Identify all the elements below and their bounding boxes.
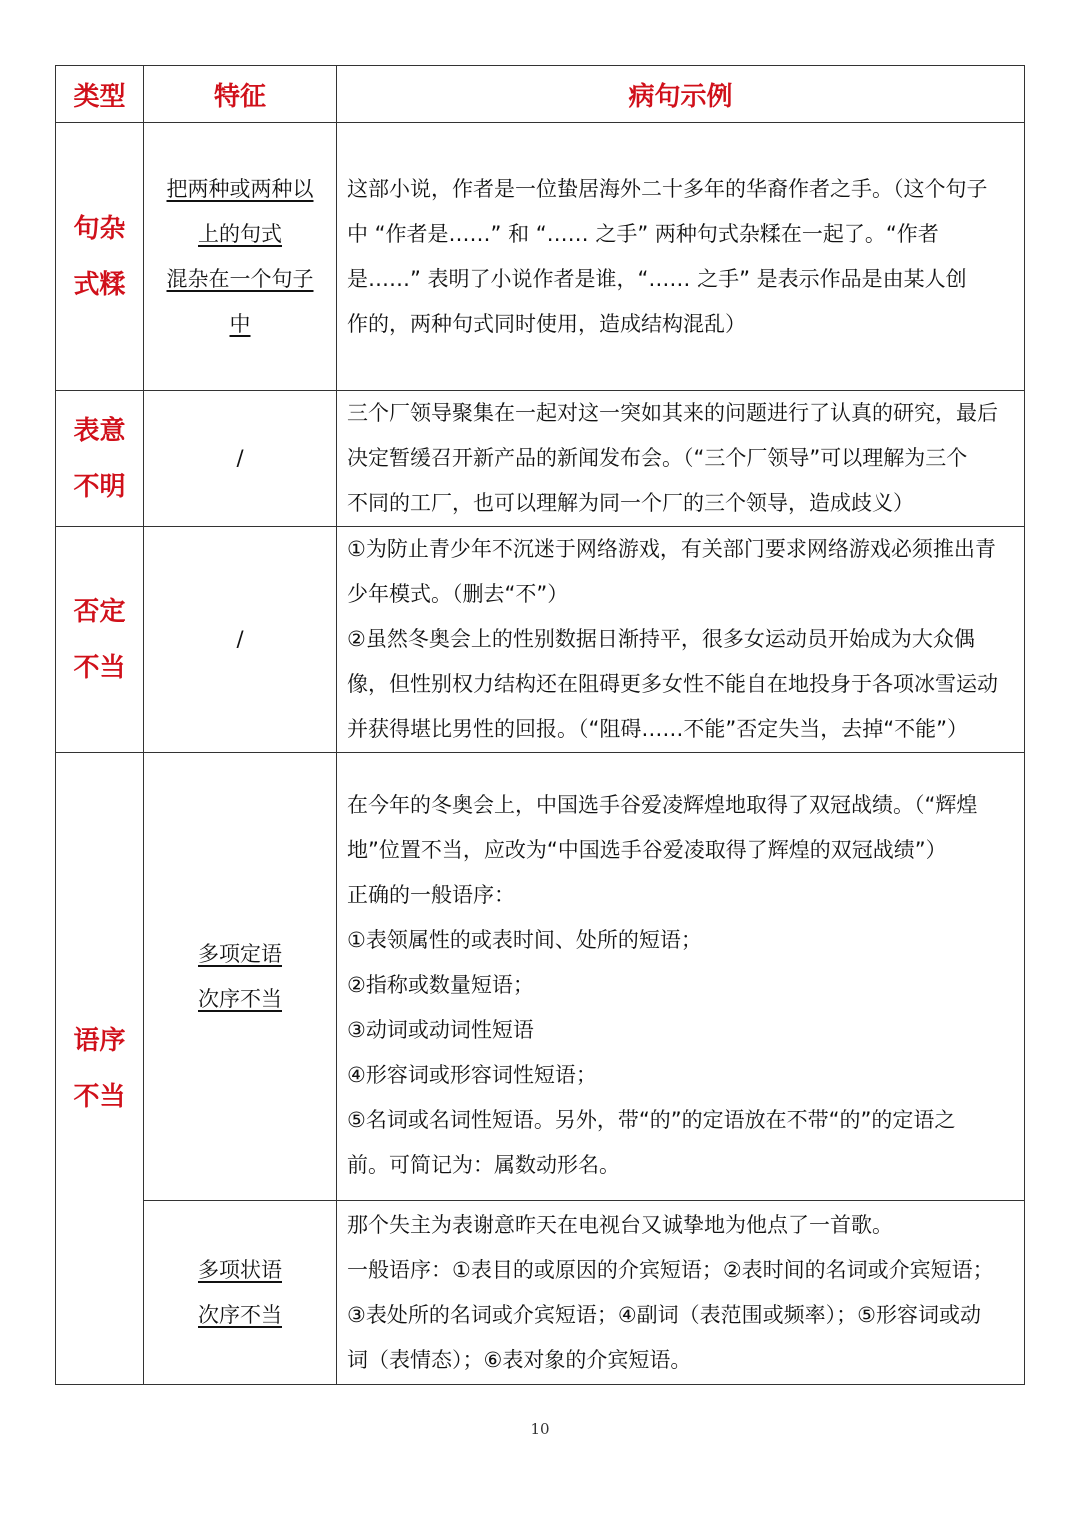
type-line: 否定 xyxy=(73,596,126,627)
feature-line: 次序不当 xyxy=(198,1302,282,1327)
type-line: 不明 xyxy=(73,471,126,502)
header-row xyxy=(56,66,1025,123)
feature-cell xyxy=(144,123,337,391)
table-row xyxy=(56,123,1025,391)
example-line: 那个失主为表谢意昨天在电视台又诚挚地为他点了一首歌。 xyxy=(347,1212,893,1237)
example-cell xyxy=(337,527,1025,753)
feature-line: 中 xyxy=(229,311,251,336)
feature-line: 混杂在一个句子 xyxy=(166,266,314,291)
header-feature: 特征 xyxy=(144,66,337,123)
feature-cell xyxy=(144,753,337,1201)
type-cell xyxy=(56,753,144,1385)
grammar-error-table xyxy=(55,65,1025,1385)
example-line: 是……” 表明了小说作者是谁，“…… 之手” 是表示作品是由某人创 xyxy=(347,266,967,291)
feature-line: 把两种或两种以 xyxy=(166,176,314,201)
type-line: 语序 xyxy=(73,1025,126,1056)
example-line: 并获得堪比男性的回报。（“阻碍……不能”否定失当，去掉“不能”） xyxy=(347,717,969,741)
example-line: 决定暂缓召开新产品的新闻发布会。（“三个厂领导”可以理解为三个 xyxy=(347,446,968,470)
type-line: 式糅 xyxy=(73,269,126,300)
example-line: ③表处所的名词或介宾短语；④副词（表范围或频率）；⑤形容词或动 xyxy=(347,1302,981,1327)
type-line: 不当 xyxy=(73,652,126,683)
type-cell xyxy=(56,391,144,527)
table-row xyxy=(56,527,1025,753)
example-cell xyxy=(337,391,1025,527)
table-row xyxy=(56,391,1025,527)
example-line: ④形容词或形容词性短语； xyxy=(347,1063,597,1087)
feature-line: 多项状语 xyxy=(198,1257,282,1282)
example-line: 少年模式。（删去“不”） xyxy=(347,582,569,606)
example-line: 像，但性别权力结构还在阻碍更多女性不能自在地投身于各项冰雪运动 xyxy=(347,672,998,696)
example-line: 前。可简记为：属数动形名。 xyxy=(347,1153,620,1177)
example-line: 词（表情态）；⑥表对象的介宾短语。 xyxy=(347,1347,692,1372)
feature-cell xyxy=(144,527,337,753)
feature-cell xyxy=(144,391,337,527)
example-line: 中 “作者是……” 和 “…… 之手” 两种句式杂糅在一起了。“作者 xyxy=(347,221,939,246)
example-line: 三个厂领导聚集在一起对这一突如其来的问题进行了认真的研究，最后 xyxy=(347,401,998,425)
table-row xyxy=(56,753,1025,1201)
feature-line: / xyxy=(236,446,244,470)
type-line: 表意 xyxy=(73,415,126,446)
type-line: 句杂 xyxy=(73,213,126,244)
example-line: ①为防止青少年不沉迷于网络游戏，有关部门要求网络游戏必须推出青 xyxy=(347,537,996,561)
header-type: 类型 xyxy=(56,66,144,123)
example-line: 地”位置不当，应改为“中国选手谷爱凌取得了辉煌的双冠战绩”） xyxy=(347,838,947,862)
header-example: 病句示例 xyxy=(337,66,1025,123)
example-line: ①表领属性的或表时间、处所的短语； xyxy=(347,928,702,952)
table-row xyxy=(56,1201,1025,1385)
page-number: 10 xyxy=(530,1420,550,1438)
feature-line: 多项定语 xyxy=(198,941,282,966)
example-line: 正确的一般语序： xyxy=(347,883,515,907)
feature-line: 次序不当 xyxy=(198,986,282,1011)
type-cell xyxy=(56,527,144,753)
example-cell xyxy=(337,1201,1025,1385)
feature-cell xyxy=(144,1201,337,1385)
type-cell xyxy=(56,123,144,391)
example-line: ③动词或动词性短语 xyxy=(347,1018,534,1042)
feature-line: 上的句式 xyxy=(198,221,282,246)
type-line: 不当 xyxy=(73,1081,126,1112)
example-line: 作的，两种句式同时使用，造成结构混乱） xyxy=(347,311,746,336)
example-cell xyxy=(337,753,1025,1201)
example-line: 这部小说，作者是一位蛰居海外二十多年的华裔作者之手。（这个句子 xyxy=(347,176,988,201)
example-line: 在今年的冬奥会上，中国选手谷爱凌辉煌地取得了双冠战绩。（“辉煌 xyxy=(347,793,978,817)
example-line: 一般语序：①表目的或原因的介宾短语；②表时间的名词或介宾短语； xyxy=(347,1257,994,1282)
feature-line: / xyxy=(236,627,244,651)
example-line: ②指称或数量短语； xyxy=(347,973,534,997)
example-cell xyxy=(337,123,1025,391)
example-line: ②虽然冬奥会上的性别数据日渐持平，很多女运动员开始成为大众偶 xyxy=(347,627,975,651)
example-line: ⑤名词或名词性短语。另外，带“的”的定语放在不带“的”的定语之 xyxy=(347,1108,956,1132)
example-line: 不同的工厂，也可以理解为同一个厂的三个领导，造成歧义） xyxy=(347,491,914,515)
